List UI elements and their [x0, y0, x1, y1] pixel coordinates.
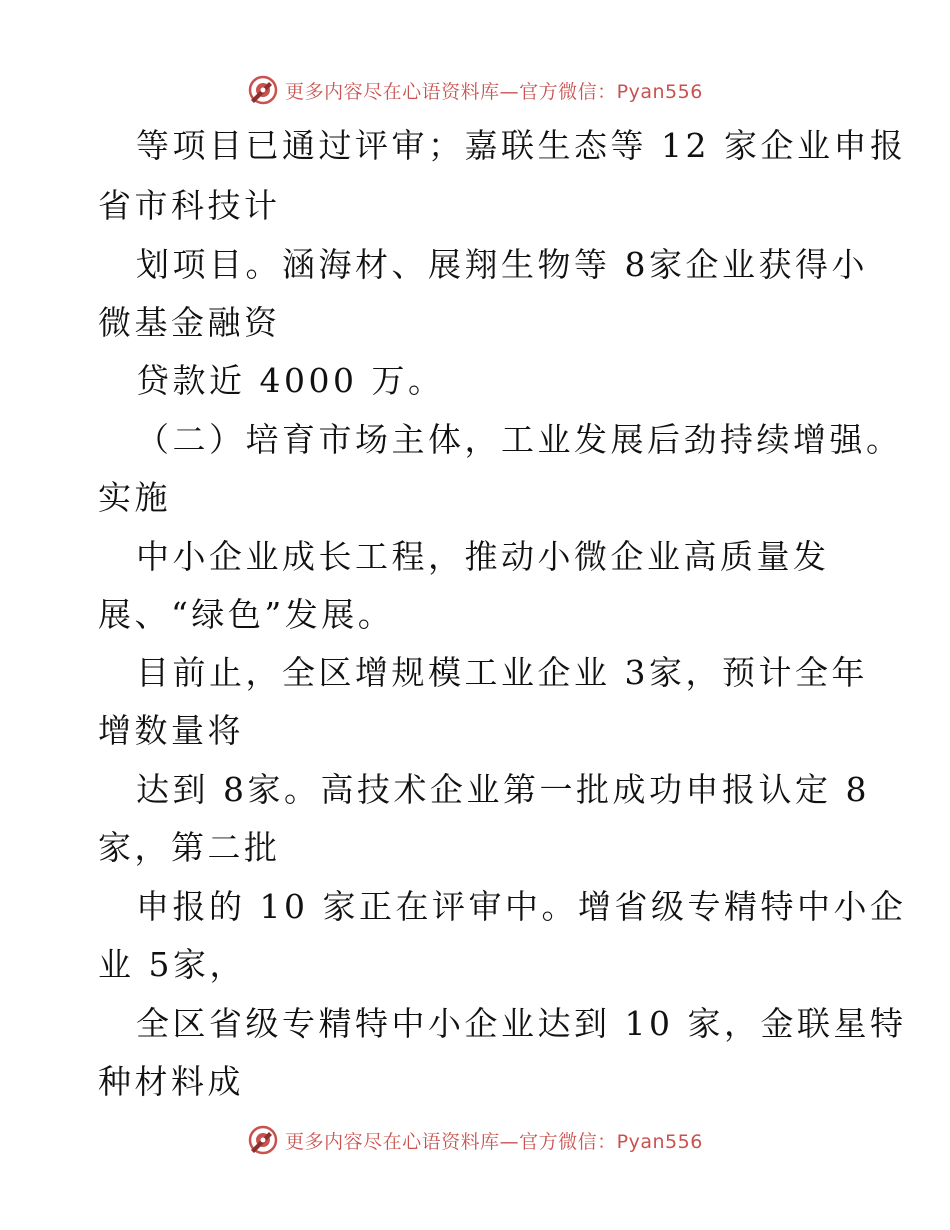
text-line: 目前止，全区增规模工业企业 3家，预计全年 — [136, 653, 868, 692]
watermark-text: 更多内容尽在心语资料库—官方微信：Pyan556 — [285, 1130, 703, 1153]
text-line: 达到 8家。高技术企业第一批成功申报认定 8 — [136, 770, 870, 809]
pen-logo-icon — [247, 74, 279, 106]
text-line: 中小企业成长工程，推动小微企业高质量发 — [136, 537, 830, 576]
text-line: 划项目。涵海材、展翔生物等 8家企业获得小 — [136, 245, 868, 284]
text-line: 申报的 10 家正在评审中。增省级专精特中小企 — [136, 887, 907, 926]
text-line: 省市科技计 — [98, 186, 281, 225]
text-line: （二）培育市场主体，工业发展后劲持续增强。 — [136, 420, 903, 459]
text-line: 贷款近 4000 万。 — [136, 361, 445, 400]
text-line: 业 5家， — [98, 945, 246, 984]
text-line: 种材料成 — [98, 1062, 244, 1101]
header-watermark — [0, 72, 950, 108]
pen-logo-icon — [247, 1124, 279, 1156]
text-line: 家，第二批 — [98, 828, 281, 867]
footer-watermark — [0, 1122, 950, 1158]
text-line: 微基金融资 — [98, 303, 281, 342]
text-line: 全区省级专精特中小企业达到 10 家，金联星特 — [136, 1004, 907, 1043]
text-line: 增数量将 — [98, 711, 244, 750]
watermark-text: 更多内容尽在心语资料库—官方微信：Pyan556 — [285, 80, 703, 103]
text-line: 实施 — [98, 478, 171, 517]
text-line: 等项目已通过评审；嘉联生态等 12 家企业申报 — [136, 126, 907, 165]
text-line: 展、“绿色”发展。 — [98, 595, 395, 634]
